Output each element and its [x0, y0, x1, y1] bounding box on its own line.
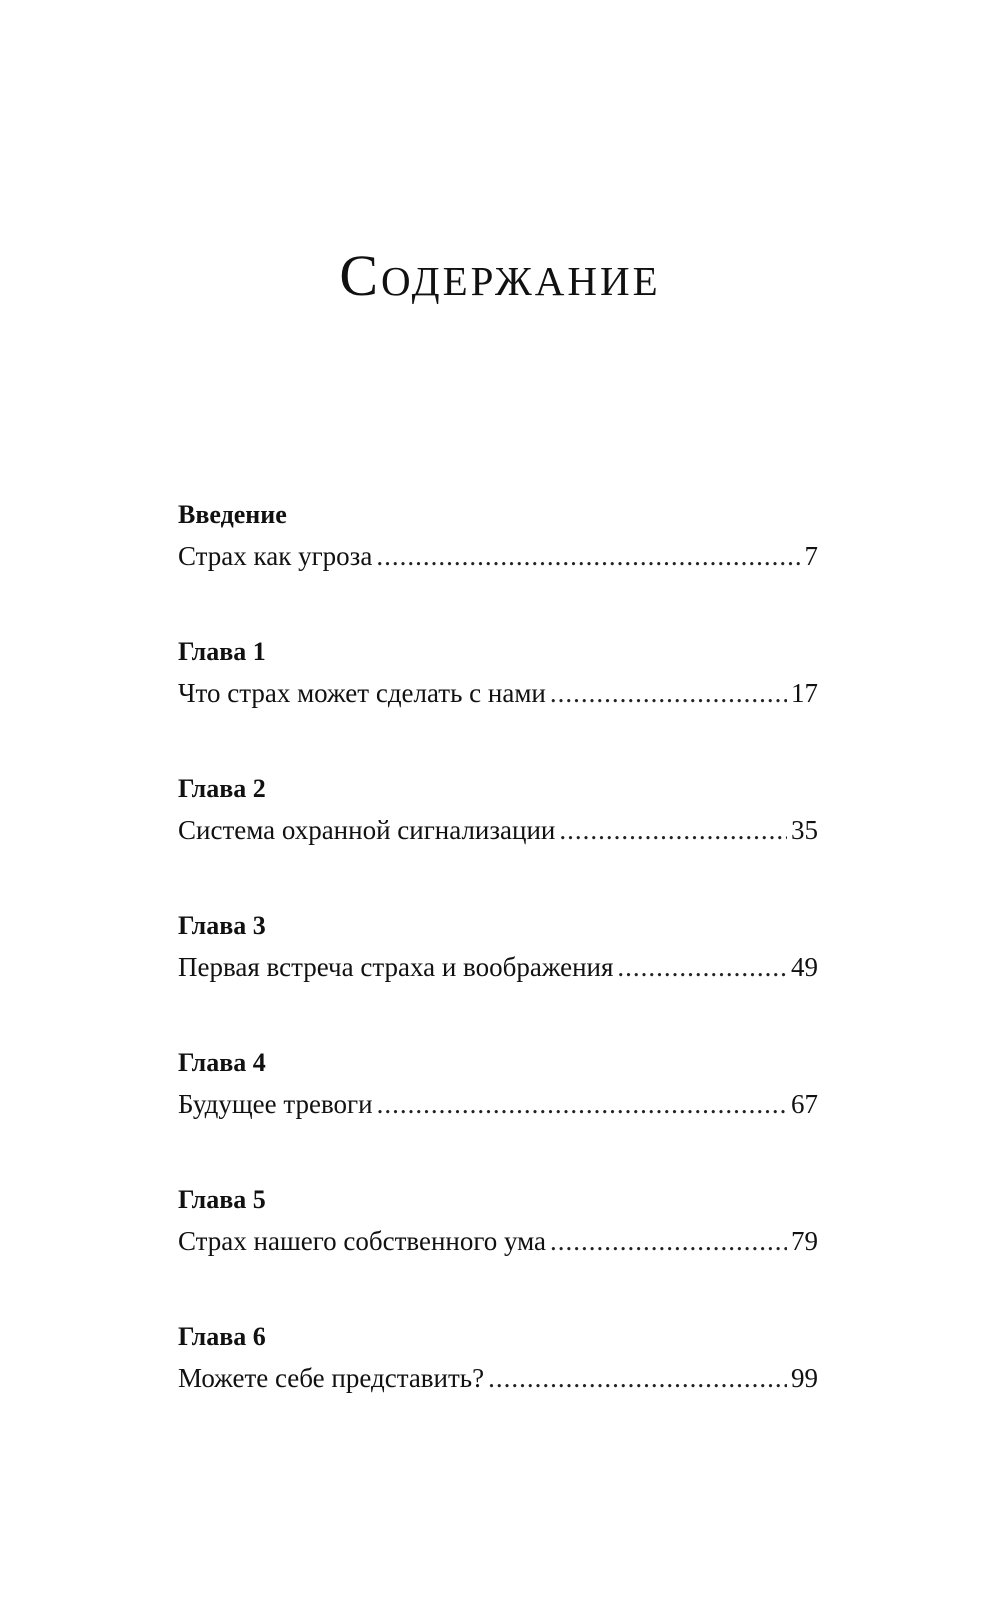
dot-leader	[617, 949, 787, 985]
page-number: 17	[791, 678, 818, 708]
entry-title: Что страх может сделать с нами	[178, 678, 546, 708]
toc-line[interactable]	[178, 538, 818, 574]
table-of-contents	[178, 498, 818, 1457]
toc-line[interactable]	[178, 1223, 818, 1259]
chapter-label: Введение	[178, 500, 287, 529]
entry-title: Система охранной сигнализации	[178, 815, 556, 845]
toc-line[interactable]	[178, 1086, 818, 1122]
toc-entry-chapter-1	[178, 635, 818, 772]
toc-entry-chapter-3	[178, 909, 818, 1046]
toc-line[interactable]	[178, 675, 818, 711]
chapter-label: Глава 2	[178, 774, 266, 803]
toc-entry-introduction	[178, 498, 818, 635]
toc-entry-chapter-2	[178, 772, 818, 909]
page-number: 79	[791, 1226, 818, 1256]
dot-leader	[488, 1360, 787, 1396]
page-number: 49	[791, 952, 818, 982]
entry-title: Будущее тревоги	[178, 1089, 373, 1119]
toc-line[interactable]	[178, 1360, 818, 1396]
chapter-label: Глава 1	[178, 637, 266, 666]
page-number: 7	[804, 541, 818, 571]
dot-leader	[559, 812, 787, 848]
entry-title: Страх как угроза	[178, 541, 373, 571]
toc-line[interactable]	[178, 949, 818, 985]
dot-leader	[550, 675, 787, 711]
page-number: 99	[791, 1363, 818, 1393]
chapter-label: Глава 5	[178, 1185, 266, 1214]
entry-title: Страх нашего собственного ума	[178, 1226, 547, 1256]
dot-leader	[376, 538, 800, 574]
dot-leader	[377, 1086, 787, 1122]
page-title: Содержание	[339, 243, 661, 308]
toc-entry-chapter-4	[178, 1046, 818, 1183]
toc-line[interactable]	[178, 812, 818, 848]
dot-leader	[550, 1223, 787, 1259]
page-number: 67	[791, 1089, 818, 1119]
chapter-label: Глава 6	[178, 1322, 266, 1351]
toc-entry-chapter-6	[178, 1320, 818, 1457]
chapter-label: Глава 3	[178, 911, 266, 940]
entry-title: Первая встреча страха и воображения	[178, 952, 614, 982]
chapter-label: Глава 4	[178, 1048, 266, 1077]
toc-entry-chapter-5	[178, 1183, 818, 1320]
page-number: 35	[791, 815, 818, 845]
entry-title: Можете себе представить?	[178, 1363, 485, 1393]
